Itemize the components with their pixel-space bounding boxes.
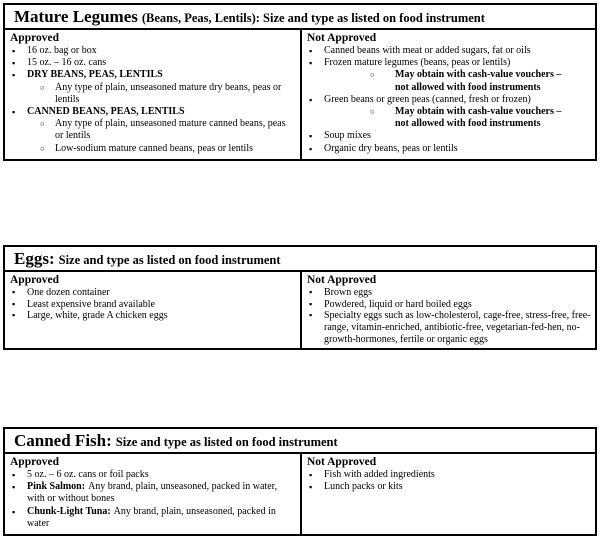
list-item bbox=[10, 106, 296, 118]
not-approved-header: Not Approved bbox=[307, 456, 377, 468]
item-text: Fish with added ingredients bbox=[324, 469, 435, 480]
item-text: Large, white, grade A chicken eggs bbox=[27, 310, 168, 322]
list-item bbox=[307, 45, 591, 57]
approved-column bbox=[5, 272, 300, 348]
square-bullet-icon: ▪ bbox=[12, 70, 16, 81]
mature-legumes-table bbox=[3, 3, 597, 161]
not-approved-header: Not Approved bbox=[307, 274, 377, 286]
item-text: Powdered, liquid or hard boiled eggs bbox=[324, 298, 472, 310]
list-item bbox=[10, 299, 296, 311]
list-item bbox=[10, 506, 296, 530]
not-approved-column bbox=[300, 30, 595, 159]
item-text: Any type of plain, unseasoned mature canned beans, peas or lentils bbox=[55, 118, 286, 142]
table-title-main: Mature Legumes bbox=[14, 7, 138, 26]
square-bullet-icon: ▪ bbox=[12, 107, 16, 118]
list-item bbox=[307, 299, 591, 311]
item-text: Soup mixes bbox=[324, 130, 371, 142]
item-text: Canned beans with meat or added sugars, fat or oils bbox=[324, 45, 531, 56]
not-approved-list bbox=[307, 469, 591, 493]
list-item bbox=[10, 45, 296, 57]
table-title bbox=[5, 5, 595, 30]
list-item bbox=[10, 69, 296, 81]
approved-list bbox=[10, 469, 296, 530]
voucher-note-item bbox=[307, 69, 591, 93]
item-text: 5 oz. – 6 oz. cans or foil packs bbox=[27, 469, 149, 480]
not-approved-column bbox=[300, 272, 595, 348]
square-bullet-icon: ▪ bbox=[12, 482, 16, 493]
voucher-note-item bbox=[307, 106, 591, 130]
square-bullet-icon: ▪ bbox=[12, 506, 16, 517]
list-item bbox=[307, 287, 591, 299]
canned-fish-table bbox=[3, 427, 597, 536]
square-bullet-icon: ▪ bbox=[309, 143, 313, 154]
square-bullet-icon: ▪ bbox=[309, 287, 313, 297]
table-title-subtitle: Size and type as listed on food instrument bbox=[58, 253, 281, 267]
square-bullet-icon: ▪ bbox=[309, 46, 313, 56]
item-text: Any type of plain, unseasoned mature dry beans, peas or lentils bbox=[55, 81, 282, 105]
item-label: Pink Salmon: bbox=[27, 481, 86, 493]
list-item bbox=[10, 481, 296, 505]
item-text: 16 oz. bag or box bbox=[27, 45, 97, 56]
list-item bbox=[307, 57, 591, 69]
list-subitem bbox=[10, 82, 296, 106]
item-text: Any brand, plain, unseasoned, packed in water bbox=[27, 505, 276, 529]
list-item bbox=[307, 130, 591, 142]
square-bullet-icon: ▪ bbox=[12, 287, 16, 297]
square-bullet-icon: ▪ bbox=[12, 470, 16, 480]
list-item bbox=[307, 481, 591, 493]
square-bullet-icon: ▪ bbox=[309, 310, 313, 321]
item-text: Brown eggs bbox=[324, 287, 373, 298]
table-title-main: Eggs: bbox=[14, 249, 55, 268]
list-item bbox=[10, 310, 296, 322]
item-text: Any brand, plain, unseasoned, packed in water, with or without bones bbox=[27, 481, 278, 505]
square-bullet-icon: ▪ bbox=[309, 298, 313, 309]
not-approved-header: Not Approved bbox=[307, 32, 377, 44]
list-subitem bbox=[10, 143, 296, 155]
item-text: Frozen mature legumes (beans, peas or lentils) bbox=[324, 57, 511, 69]
voucher-line: May obtain with cash-value vouchers – bbox=[395, 69, 562, 81]
table-title bbox=[5, 429, 595, 454]
approved-column bbox=[5, 30, 300, 159]
item-text: Organic dry beans, peas or lentils bbox=[324, 142, 458, 154]
square-bullet-icon: ▪ bbox=[12, 58, 16, 69]
table-title-main: Canned Fish: bbox=[14, 431, 112, 450]
approved-header: Approved bbox=[10, 274, 59, 286]
voucher-line: May obtain with cash-value vouchers – bbox=[395, 106, 562, 118]
list-item bbox=[10, 469, 296, 481]
list-item bbox=[307, 94, 591, 106]
list-item bbox=[10, 57, 296, 69]
item-text: Specialty eggs such as low-cholesterol, cage-free, stress-free, free-range, vitamin-enriched, antibiotic-free, vegetarian-fed-hen, no-growth-hormones, fertile or organic eggs bbox=[324, 310, 591, 345]
circle-bullet-icon: ○ bbox=[40, 119, 45, 129]
eggs-table bbox=[3, 245, 597, 350]
square-bullet-icon: ▪ bbox=[12, 46, 16, 56]
item-text: 15 oz. – 16 oz. cans bbox=[27, 57, 107, 69]
approved-column bbox=[5, 454, 300, 534]
item-text: Green beans or green peas (canned, fresh or frozen) bbox=[324, 93, 531, 105]
not-approved-list bbox=[307, 287, 591, 346]
square-bullet-icon: ▪ bbox=[12, 310, 16, 321]
item-text: Lunch packs or kits bbox=[324, 481, 403, 493]
not-approved-list bbox=[307, 45, 591, 155]
table-title-subtitle: Size and type as listed on food instrument bbox=[115, 435, 338, 449]
table-title bbox=[5, 247, 595, 272]
voucher-line: not allowed with food instruments bbox=[395, 81, 541, 93]
approved-header: Approved bbox=[10, 456, 59, 468]
approved-list bbox=[10, 287, 296, 322]
square-bullet-icon: ▪ bbox=[309, 482, 313, 493]
table-title-subtitle: (Beans, Peas, Lentils): Size and type as listed on food instrument bbox=[141, 11, 485, 25]
item-text: CANNED BEANS, PEAS, LENTILS bbox=[27, 106, 185, 118]
voucher-line: not allowed with food instruments bbox=[395, 118, 541, 130]
circle-bullet-icon: ○ bbox=[40, 143, 45, 153]
item-label: Chunk-Light Tuna: bbox=[27, 505, 111, 517]
list-item bbox=[307, 310, 591, 345]
table-body bbox=[5, 454, 595, 534]
item-text: One dozen container bbox=[27, 287, 110, 298]
square-bullet-icon: ▪ bbox=[309, 94, 313, 105]
list-subitem bbox=[10, 118, 296, 142]
square-bullet-icon: ▪ bbox=[12, 298, 16, 309]
square-bullet-icon: ▪ bbox=[309, 470, 313, 480]
approved-list bbox=[10, 45, 296, 155]
table-body bbox=[5, 30, 595, 159]
list-item bbox=[307, 143, 591, 155]
circle-bullet-icon: ○ bbox=[40, 82, 45, 92]
circle-bullet-icon: ○ bbox=[370, 107, 375, 117]
circle-bullet-icon: ○ bbox=[370, 70, 375, 80]
item-text: Low-sodium mature canned beans, peas or lentils bbox=[55, 142, 253, 154]
list-item bbox=[10, 287, 296, 299]
not-approved-column bbox=[300, 454, 595, 534]
approved-header: Approved bbox=[10, 32, 59, 44]
square-bullet-icon: ▪ bbox=[309, 58, 313, 69]
table-body bbox=[5, 272, 595, 348]
item-text: Least expensive brand available bbox=[27, 298, 155, 310]
square-bullet-icon: ▪ bbox=[309, 131, 313, 142]
list-item bbox=[307, 469, 591, 481]
item-text: DRY BEANS, PEAS, LENTILS bbox=[27, 69, 163, 81]
